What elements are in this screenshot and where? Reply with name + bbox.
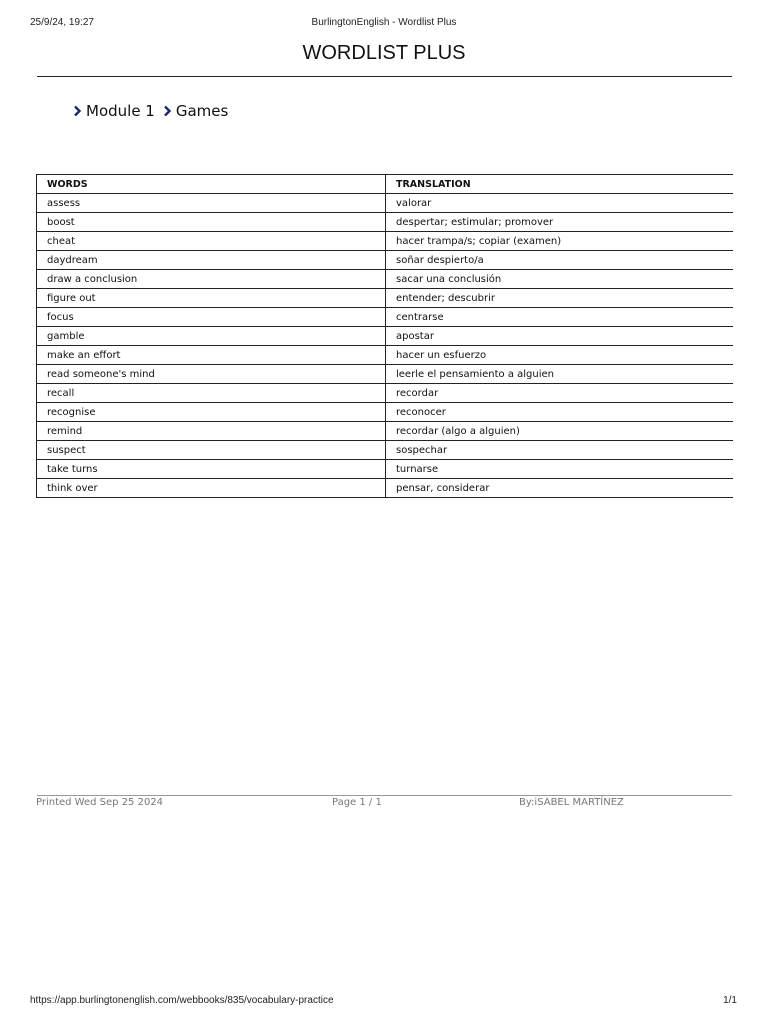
translation-cell: despertar; estimular; promover [386,213,734,232]
word-cell: focus [37,308,386,327]
chevron-right-icon [73,105,82,117]
word-cell: make an effort [37,346,386,365]
word-cell: figure out [37,289,386,308]
word-cell: recognise [37,403,386,422]
wordlist-table [36,174,733,498]
translation-cell: apostar [386,327,734,346]
translation-cell: reconocer [386,403,734,422]
translation-cell: sacar una conclusión [386,270,734,289]
chevron-right-icon [163,105,172,117]
translation-cell: recordar (algo a alguien) [386,422,734,441]
breadcrumb-label: Module 1 [86,102,155,120]
print-date: 25/9/24, 19:27 [30,17,94,28]
word-cell: assess [37,194,386,213]
column-header-words: WORDS [37,175,386,194]
author-credit: By:iSABEL MARTÍNEZ [519,797,624,808]
print-url: https://app.burlingtonenglish.com/webbooks/835/vocabulary-practice [30,995,334,1006]
title-divider [37,76,732,77]
word-cell: think over [37,479,386,498]
word-cell: cheat [37,232,386,251]
table-row [37,384,734,403]
translation-cell: turnarse [386,460,734,479]
word-cell: gamble [37,327,386,346]
print-page-count: 1/1 [723,995,737,1006]
table-row [37,213,734,232]
table-row [37,479,734,498]
word-cell: recall [37,384,386,403]
table-row [37,251,734,270]
word-cell: boost [37,213,386,232]
word-cell: remind [37,422,386,441]
table-row [37,308,734,327]
print-page-title: BurlingtonEnglish - Wordlist Plus [311,17,457,28]
word-cell: draw a conclusion [37,270,386,289]
table-header-row [37,175,734,194]
footer-divider [37,795,732,796]
translation-cell: soñar despierto/a [386,251,734,270]
table-row [37,289,734,308]
table-row [37,327,734,346]
breadcrumb-label: Games [175,102,229,120]
table-row [37,232,734,251]
translation-cell: entender; descubrir [386,289,734,308]
table-row [37,365,734,384]
column-header-translation: TRANSLATION [386,175,734,194]
breadcrumb-item-module[interactable] [73,102,155,120]
translation-cell: valorar [386,194,734,213]
breadcrumb-item-games[interactable] [163,102,228,120]
breadcrumb [73,102,236,120]
table-row [37,422,734,441]
table-row [37,194,734,213]
table-row [37,460,734,479]
printed-date: Printed Wed Sep 25 2024 [36,797,164,808]
translation-cell: sospechar [386,441,734,460]
table-row [37,270,734,289]
table-row [37,403,734,422]
page-title: WORDLIST PLUS [302,42,466,64]
word-cell: take turns [37,460,386,479]
table-row [37,441,734,460]
page-number: Page 1 / 1 [332,797,382,808]
translation-cell: hacer un esfuerzo [386,346,734,365]
table-row [37,346,734,365]
word-cell: daydream [37,251,386,270]
translation-cell: pensar, considerar [386,479,734,498]
translation-cell: recordar [386,384,734,403]
translation-cell: hacer trampa/s; copiar (examen) [386,232,734,251]
word-cell: suspect [37,441,386,460]
translation-cell: centrarse [386,308,734,327]
translation-cell: leerle el pensamiento a alguien [386,365,734,384]
word-cell: read someone's mind [37,365,386,384]
